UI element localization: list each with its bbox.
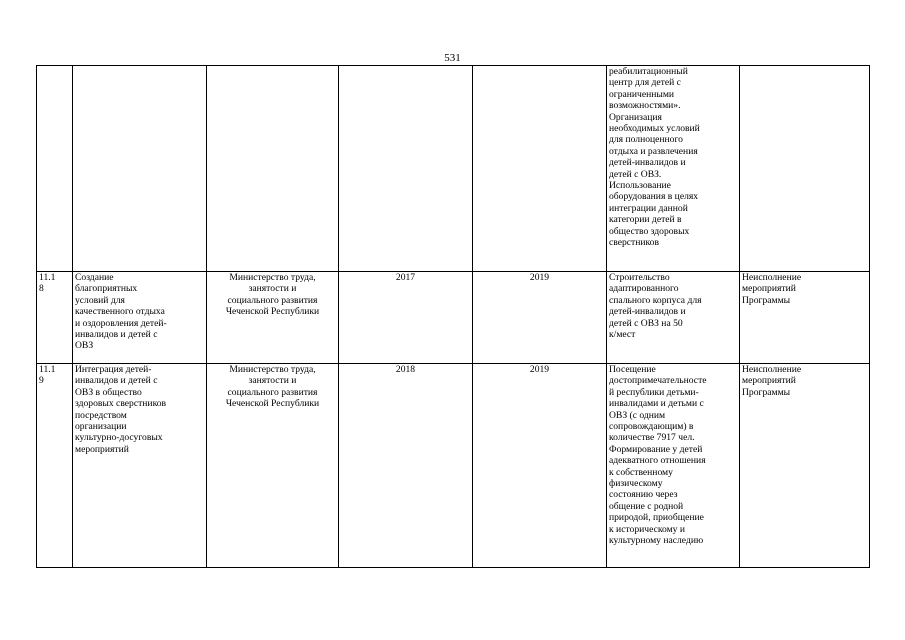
end-year-cell: 2019 xyxy=(473,364,607,568)
measure-number-cell xyxy=(37,66,73,272)
consequence-cell: Неисполнение мероприятий Программы xyxy=(740,272,870,364)
end-year-cell xyxy=(473,66,607,272)
consequence-cell xyxy=(740,66,870,272)
program-measures-table xyxy=(36,65,870,568)
page-number: 531 xyxy=(444,52,461,64)
start-year-cell xyxy=(339,66,473,272)
expected-result-cell: Строительство адаптированного спального корпуса для детей-инвалидов и детей с ОВЗ на 50 к/мест xyxy=(607,272,740,364)
expected-result-cell: реабилитационный центр для детей с ограниченными возможностями». Организация необходимых условий для полноценного отдыха и развлечения детей-инвалидов и детей с ОВЗ. Использование оборудования в целях интеграции данной категории детей в общество здоровых сверстников xyxy=(607,66,740,272)
start-year-cell: 2018 xyxy=(339,364,473,568)
measure-number-cell: 11.1 8 xyxy=(37,272,73,364)
executor-cell: Министерство труда, занятости и социального развития Чеченской Республики xyxy=(207,364,339,568)
measure-name-cell: Интеграция детей- инвалидов и детей с ОВЗ в общество здоровых сверстников посредством организации культурно-досуговых мероприятий xyxy=(73,364,207,568)
measure-name-cell: Создание благоприятных условий для качественного отдыха и оздоровления детей- инвалидов и детей с ОВЗ xyxy=(73,272,207,364)
table-row xyxy=(37,272,870,364)
measure-name-cell xyxy=(73,66,207,272)
executor-cell xyxy=(207,66,339,272)
end-year-cell: 2019 xyxy=(473,272,607,364)
start-year-cell: 2017 xyxy=(339,272,473,364)
table-row xyxy=(37,364,870,568)
expected-result-cell: Посещение достопримечательносте й республики детьми- инвалидами и детьми с ОВЗ (с одним сопровождающим) в количестве 7917 чел. Формирование у детей адекватного отношения к собственному физическому состоянию через общение с родной природой, приобщение к историческому и культурному наследию xyxy=(607,364,740,568)
executor-cell: Министерство труда, занятости и социального развития Чеченской Республики xyxy=(207,272,339,364)
consequence-cell: Неисполнение мероприятий Программы xyxy=(740,364,870,568)
measure-number-cell: 11.1 9 xyxy=(37,364,73,568)
table-row xyxy=(37,66,870,272)
